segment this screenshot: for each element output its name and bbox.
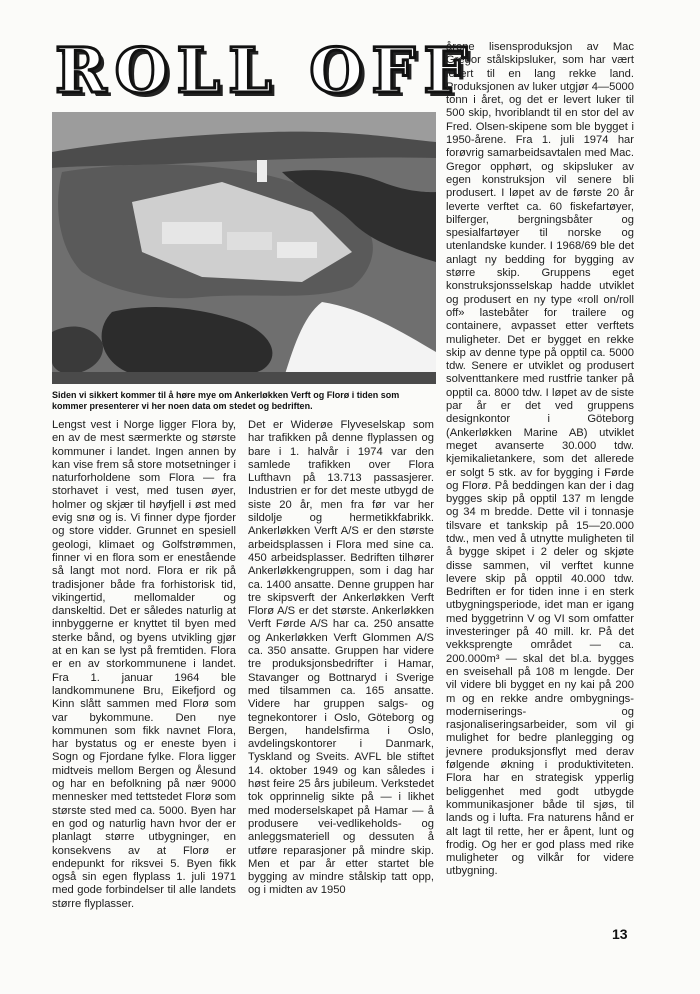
page-number: 13: [612, 926, 628, 942]
article-column-1: Lengst vest i Norge ligger Flora by, en av de mest særmerkte og største kommuner i landet. Ingen annen by kan vise frem så store motsetninger i naturforholdene som Flora — fra storhavet i vest, med tusen øyer, holmer og skjær til høyfjell i øst med evig snø og is. Vi finner dype fjorder og store vidder. Grunnet en spesiell geologi, klimaet og Golfstrømmen, finner vi en flora som er enestående så langt mot nord. Flora er rik på tradisjoner både fra forhistorisk tid, vikingertid, mellomalder og danskeltid. Det er således naturlig at innbyggerne er knyttet til byen med sterke bånd, og byens utvikling gjør at en kan se lyst på fremtiden. Flora er en av storkommunene i landet. Fra 1. januar 1964 ble landkommunene Bru, Eikefjord og Kinn slått sammen med Florø som var bykommune. Den nye kommunen som fikk navnet Flora, har bystatus og er eneste byen i Sogn og Fjordane fylke. Flora ligger midtveis mellom Bergen og Ålesund og har en befolkning på nær 9000 mennesker med tettstedet Florø som største sted med ca. 5000. Byen har en god og naturlig havn hvor der er planlagt større utbygninger, en konsekvens av at Florø er endepunkt for riksvei 5. Byen fikk også sin egen flyplass 1. juli 1971 med gode forbindelser til alle landets større flyplasser.: [52, 419, 236, 910]
photo-caption: Siden vi sikkert kommer til å høre mye om Ankerløkken Verft og Florø i tiden som kommer presenterer vi her noen data om stedet og bedriften.: [52, 390, 400, 411]
article-title: ROLL OFF: [55, 34, 476, 107]
article-column-3: årene lisensproduksjon av Mac Gregor stålskipsluker, som har vært levert til en lang rekke land. Produksjonen av luker utgjør 4—5000 tonn i året, og det er levert luker til 500 skip, hvoriblandt til en stor del av Fred. Olsen-skipene som ble bygget i 1950-årene. Fra 1. juli 1974 har forøvrig samarbeidsavtalen med Mac. Gregor opphørt, og skipsluker av egen konstruksjon vil senere bli produsert. I løpet av de første 20 år leverte verftet ca. 60 fiskefartøyer, bilferger, bergningsbåter og spesialfartøyer til norske og utenlandske kunder. I 1968/69 ble det anlagt ny bedding for bygging av større skip. Gruppens eget konstruksjonsselskap hadde utviklet og produsert en ny type «roll on/roll off» lastebåter for trailere og containere, avpasset etter verftets muligheter. Det er bygget en rekke skip av denne type på opptil ca. 5000 tdw. Senere er utviklet og produsert solventtankere med rustfrie tanker på opptil ca. 8000 tdw. I løpet av de siste par år er det ved gruppens designkontor i Göteborg (Ankerløkken Marine AB) utviklet meget avanserte 30.000 tdw. kjemikalietankere, som det allerede er solgt 5 stk. av for bygging i Førde og Florø. På beddingen kan der i dag bygges skip på opptil 137 m lengde og 34 m bredde. Dette vil i tonnasje tilsvare et tankskip på 15—20.000 tdw., men ved å utnytte muligheten til å bygge skipet i 2 deler og skjøte disse sammen, vil verftet kunne levere skip på opptil 40.000 tdw. Bedriften er for tiden inne i en sterk utbygningsperiode, idet man er igang med byggetrinn V og VI som omfatter investeringer på 40 mill. kr. På det vekksprengte området — ca. 200.000m³ — skal det bl.a. bygges en sveisehall på 108 m lengde. Der vil videre bli bygget en ny kai på 200 m og en rekke andre ombygnings- moderniserings- og rasjonaliseringsarbeider, som vil gi mulighet for bedre planlegging og jevnere produksjonsflyt med derav følgende økning i produktiviteten. Flora har en strategisk ypperlig beliggenhet med godt utbygde kommunikasjoner både til sjøs, til lands og i lufta. Fra naturens hånd er alt lagt til rette, her er åpent, lunt og frodig. Og her er god plass med rike muligheter og vilkår for videre utbygning.: [446, 41, 634, 878]
article-column-2: Det er Widerøe Flyveselskap som har trafikken på denne flyplassen og bare i 1. halvår i 1974 var den samlede trafikken over Flora Lufthavn på 13.713 passasjerer. Industrien er for det meste utbygd de siste 20 år, men fra før var her sildolje og hermetikkfabrikk. Ankerløkken Verft A/S er den største arbeidsplassen i Flora med sine ca. 450 arbeidsplasser. Bedriften tilhører Ankerløkkengruppen, som i dag har ca. 1400 ansatte. Denne gruppen har tre skipsverft der Ankerløkken Verft Florø A/S er det største. Ankerløkken Verft Førde A/S har ca. 250 ansatte og Ankerløkken Verft Glommen A/S ca. 350 ansatte. Gruppen har videre tre produksjonsbedrifter i Hamar, Stavanger og Bottnaryd i Sverige med tilsammen ca. 165 ansatte. Videre har gruppen salgs- og tegnekontorer i Oslo, Göteborg og Bergen, handelsfirma i Oslo, avdelingskontorer i Danmark, Tyskland og Sveits. AVFL ble stiftet 14. oktober 1949 og kan således i høst feire 25 års jubileum. Verkstedet tok opprinnelig sikte på — i likhet med moderselskapet på Hamar — å produsere vei-vedlikeholds- og anleggsmateriell og dessuten å utføre reparasjoner på mindre skip. Men et par år etter startet ble bygging av mindre stålskip tatt opp, og i midten av 1950: [248, 419, 434, 897]
aerial-harbor-photo: [52, 112, 436, 384]
